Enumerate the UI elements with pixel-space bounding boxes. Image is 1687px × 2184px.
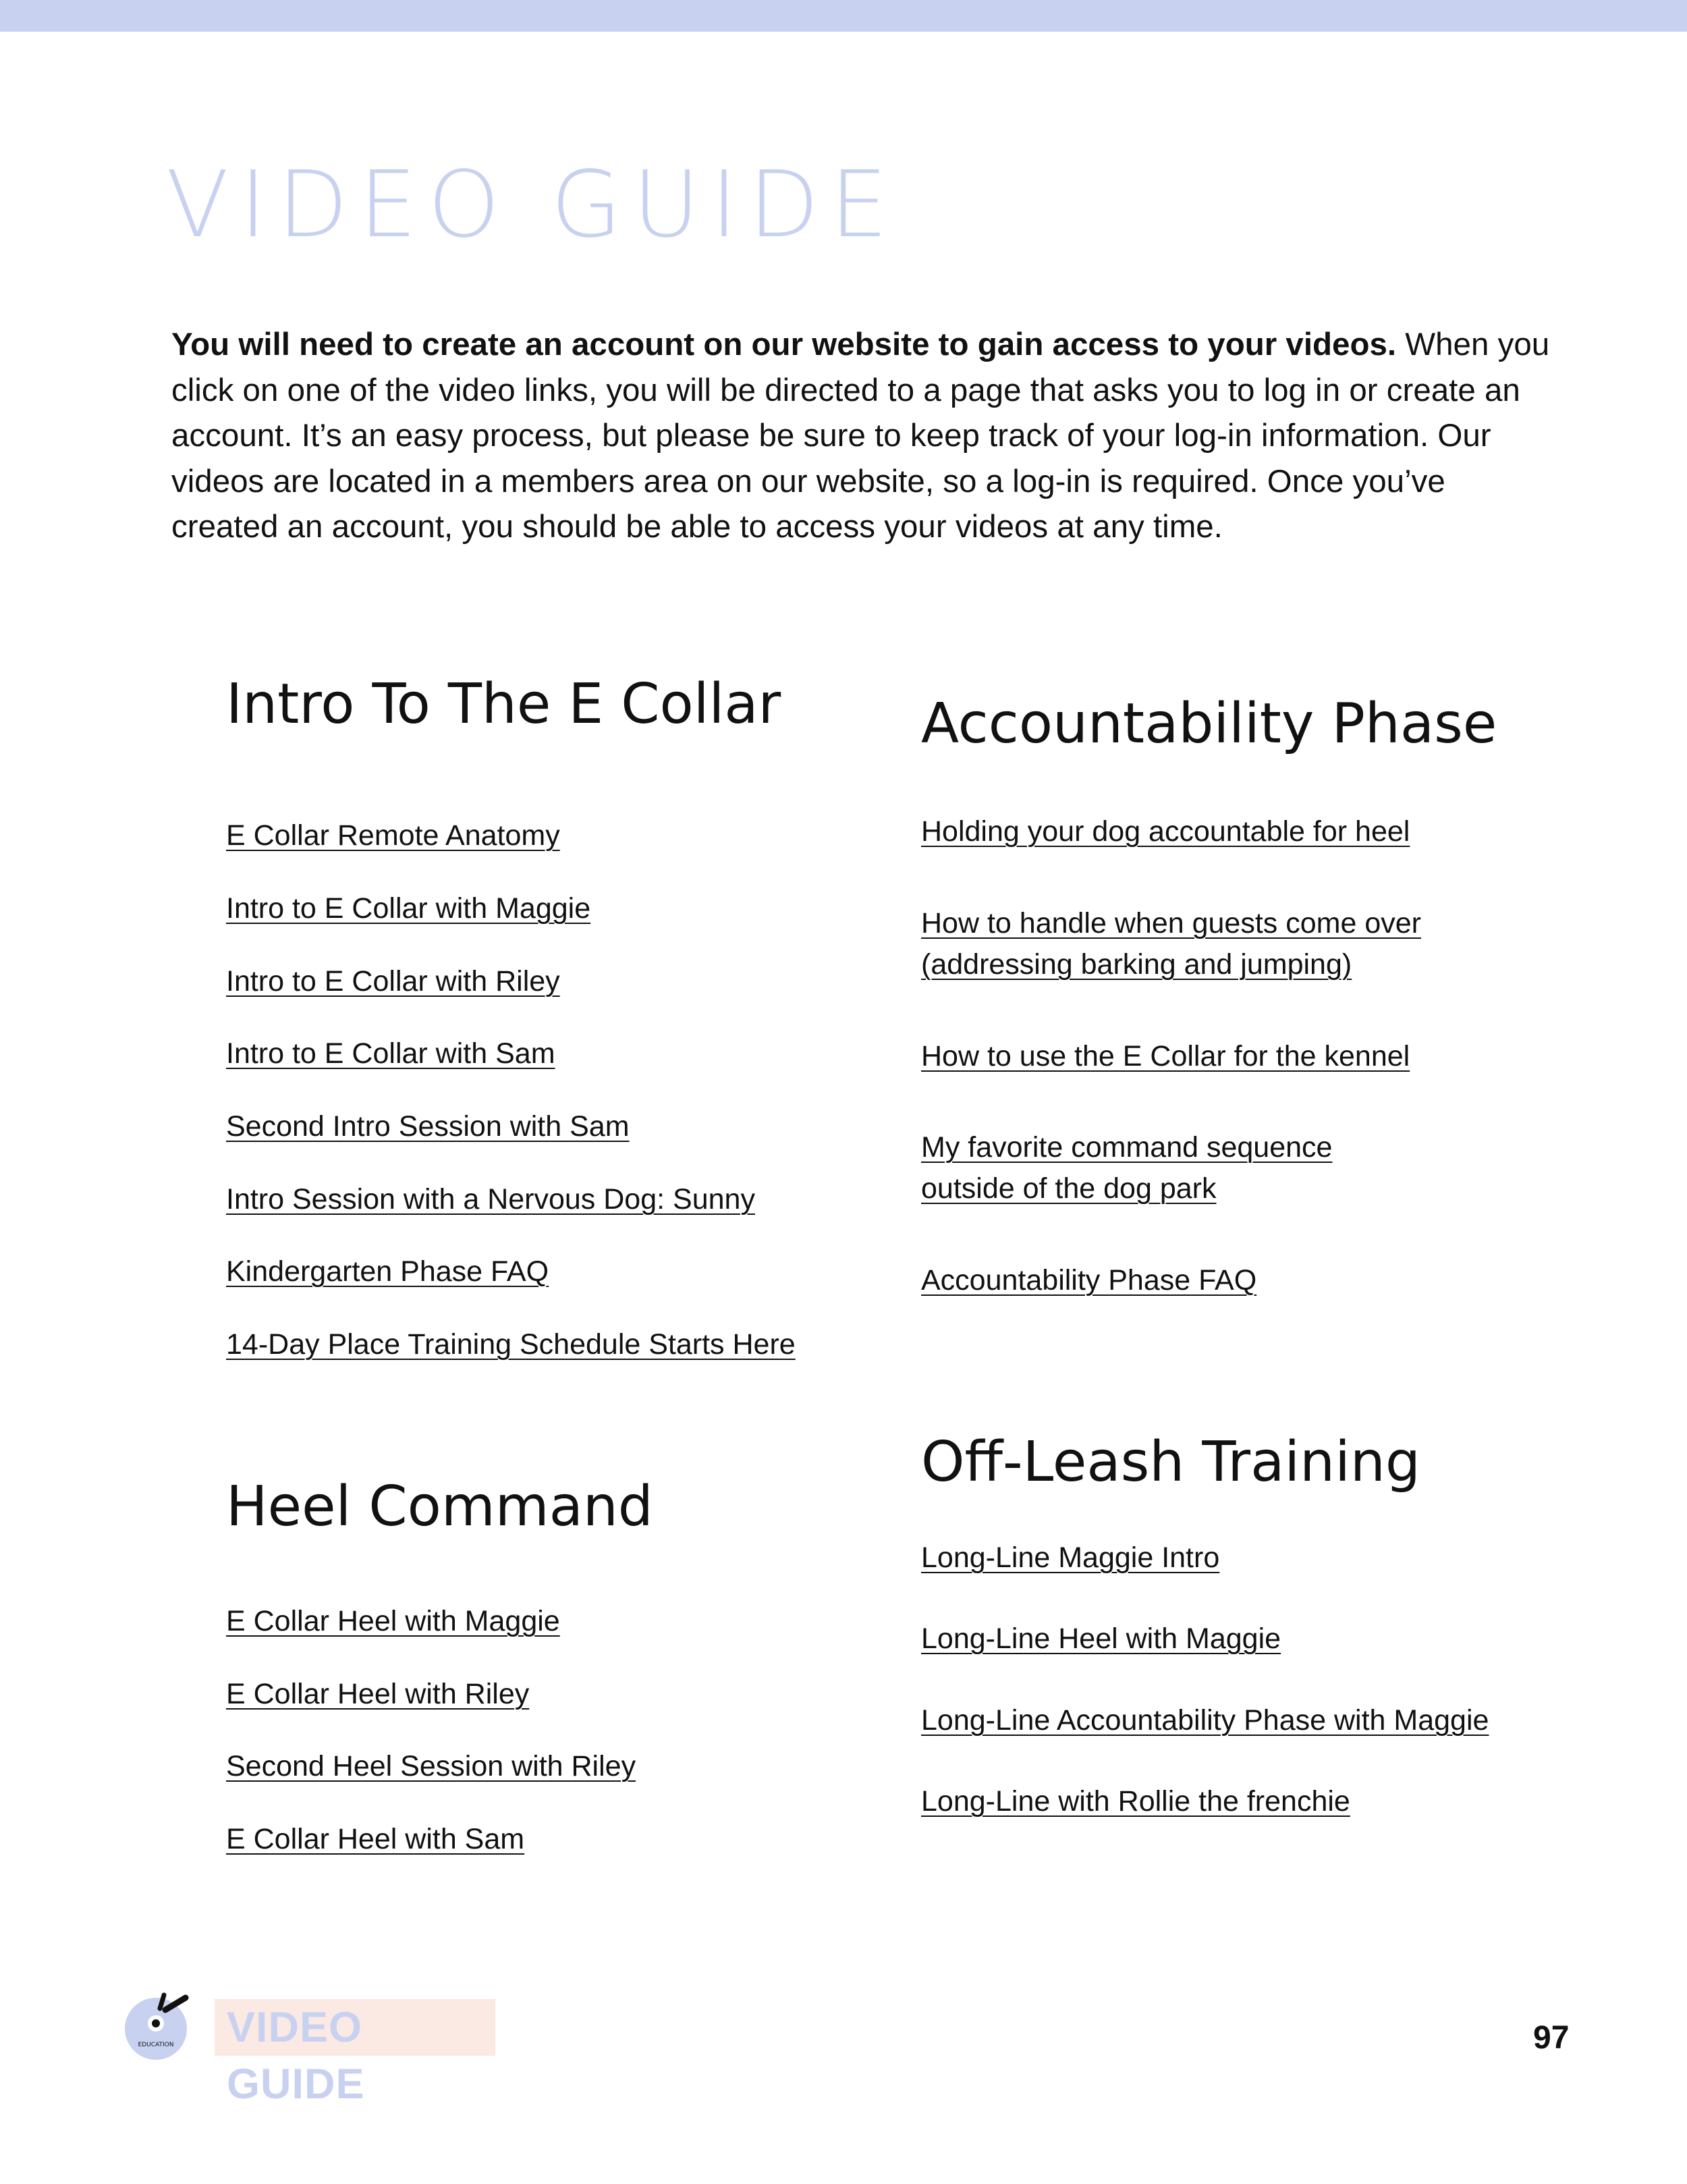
video-link[interactable]: E Collar Heel with Maggie — [226, 1605, 560, 1637]
intro-body-text: When you click on one of the video links, you will be directed to a page that asks you to log in or create an account. It’s an easy process, but please be sure to keep track of your log-in information. Our videos are located in a members area on our website, so a log-in is required. Once you’ve created an account, you should be able to access your videos at any time. — [171, 327, 1550, 545]
video-link[interactable]: Intro to E Collar with Maggie — [226, 892, 591, 925]
video-link-line: (addressing barking and jumping) — [921, 948, 1352, 981]
section-heading-heel: Heel Command — [226, 1475, 653, 1539]
video-link-line: How to use the E Collar for the kennel — [921, 1040, 1410, 1072]
video-link[interactable]: Long-Line Accountability Phase with Maggie — [921, 1704, 1489, 1737]
intro-paragraph — [171, 322, 1555, 550]
video-link[interactable] — [921, 1127, 1332, 1209]
top-band — [0, 0, 1687, 32]
video-link[interactable] — [921, 1260, 1256, 1301]
footer-section-badge: VIDEO GUIDE — [215, 1999, 495, 2056]
video-link[interactable]: Intro to E Collar with Riley — [226, 965, 560, 998]
logo-text: EDUCATION — [138, 2042, 174, 2048]
video-link[interactable]: Second Heel Session with Riley — [226, 1750, 636, 1782]
video-link-line: Holding your dog accountable for heel — [921, 815, 1410, 848]
video-link[interactable]: Intro Session with a Nervous Dog: Sunny — [226, 1183, 755, 1216]
intro-bold-text: You will need to create an account on our website to gain access to your videos. — [171, 327, 1397, 362]
video-link[interactable]: Long-Line Heel with Maggie — [921, 1622, 1281, 1655]
brand-logo-icon — [123, 1992, 191, 2060]
section-heading-accountability: Accountability Phase — [921, 692, 1497, 756]
video-link[interactable]: Intro to E Collar with Sam — [226, 1037, 555, 1070]
video-link-line: Accountability Phase FAQ — [921, 1264, 1257, 1296]
video-link[interactable]: E Collar Remote Anatomy — [226, 819, 560, 852]
page-title: VIDEO GUIDE — [166, 152, 899, 258]
video-link[interactable] — [921, 903, 1421, 985]
video-link[interactable]: Second Intro Session with Sam — [226, 1110, 630, 1143]
video-link[interactable]: E Collar Heel with Sam — [226, 1823, 525, 1855]
video-link[interactable]: E Collar Heel with Riley — [226, 1678, 530, 1710]
video-link[interactable]: Long-Line with Rollie the frenchie — [921, 1785, 1350, 1818]
page-number: 97 — [1533, 2020, 1570, 2056]
video-link[interactable]: 14-Day Place Training Schedule Starts Here — [226, 1328, 796, 1361]
section-heading-intro-collar: Intro To The E Collar — [226, 672, 781, 736]
section-heading-off-leash: Off-Leash Training — [921, 1430, 1420, 1494]
video-link[interactable]: Long-Line Maggie Intro — [921, 1541, 1220, 1574]
video-link[interactable]: Kindergarten Phase FAQ — [226, 1255, 549, 1288]
video-link[interactable] — [921, 811, 1410, 852]
video-link-line: My favorite command sequence — [921, 1131, 1333, 1164]
video-link-line: outside of the dog park — [921, 1172, 1217, 1205]
video-link[interactable] — [921, 1036, 1410, 1077]
video-link-line: How to handle when guests come over — [921, 907, 1421, 939]
